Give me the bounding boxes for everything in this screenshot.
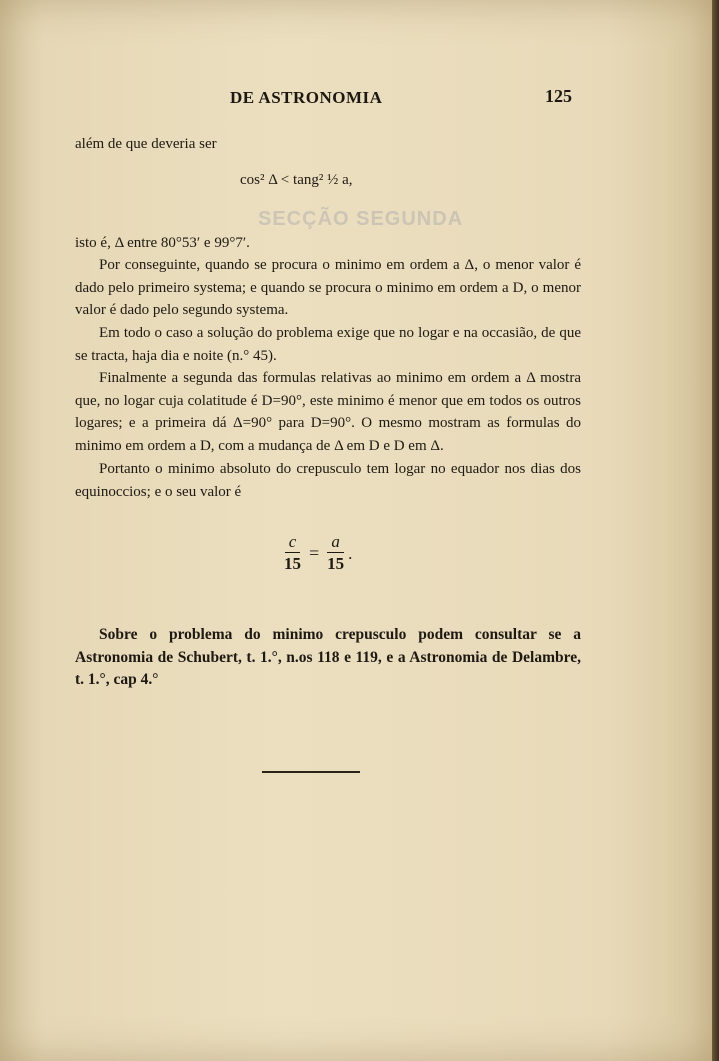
- running-title: DE ASTRONOMIA: [230, 88, 383, 107]
- paragraph-3: Finalmente a segunda das formulas relativas ao minimo em ordem a Δ mostra que, no logar cuja colatitude é D=90°, este minimo é menor que em todos os outros logares; e a primeira dá Δ=90° para D=90°. O mesmo mostram as formulas do minimo em ordem a D, com a mudança de Δ em D e D em Δ.: [75, 370, 581, 454]
- fraction-right: [323, 532, 348, 575]
- show-through-heading: SECÇÃO SEGUNDA: [258, 208, 464, 230]
- page-header: [60, 88, 580, 118]
- page-edge: [712, 0, 719, 1061]
- fraction-left-numerator: c: [285, 532, 301, 553]
- paragraph-1: Por conseguinte, quando se procura o minimo em ordem a Δ, o menor valor é dado pelo primeiro systema; e quando se procura o minimo em ordem a D, o menor valor é dado pelo segundo systema.: [75, 257, 581, 318]
- range-line: isto é, Δ entre 80°53′ e 99°7′.: [75, 235, 250, 251]
- inequality-formula: cos² Δ < tang² ½ a,: [240, 172, 353, 188]
- paragraph-4: Portanto o minimo absoluto do crepusculo tem logar no equador nos dias dos equinoccios; e o seu valor é: [75, 461, 581, 500]
- fraction-right-denominator: 15: [327, 554, 345, 573]
- paragraph-2: Em todo o caso a solução do problema exige que no logar e na occasião, de que se tracta, haja dia e noite (n.° 45).: [75, 325, 581, 364]
- fraction-left: [280, 532, 305, 575]
- closing-rule: [262, 771, 360, 773]
- equation-period: .: [348, 543, 353, 563]
- page-number: 125: [545, 86, 572, 106]
- fraction-left-denominator: 15: [284, 554, 301, 573]
- equals-sign: =: [309, 543, 320, 563]
- paragraph-5: Sobre o problema do minimo crepusculo podem consultar se a Astronomia de Schubert, t. 1.°, n.os 118 e 119, e a Astronomia de Delambre, t. 1.°, cap 4.°: [75, 626, 581, 688]
- fraction-right-numerator: a: [327, 532, 344, 553]
- minimum-equation: [280, 532, 352, 575]
- intro-line: além de que deveria ser: [75, 136, 217, 152]
